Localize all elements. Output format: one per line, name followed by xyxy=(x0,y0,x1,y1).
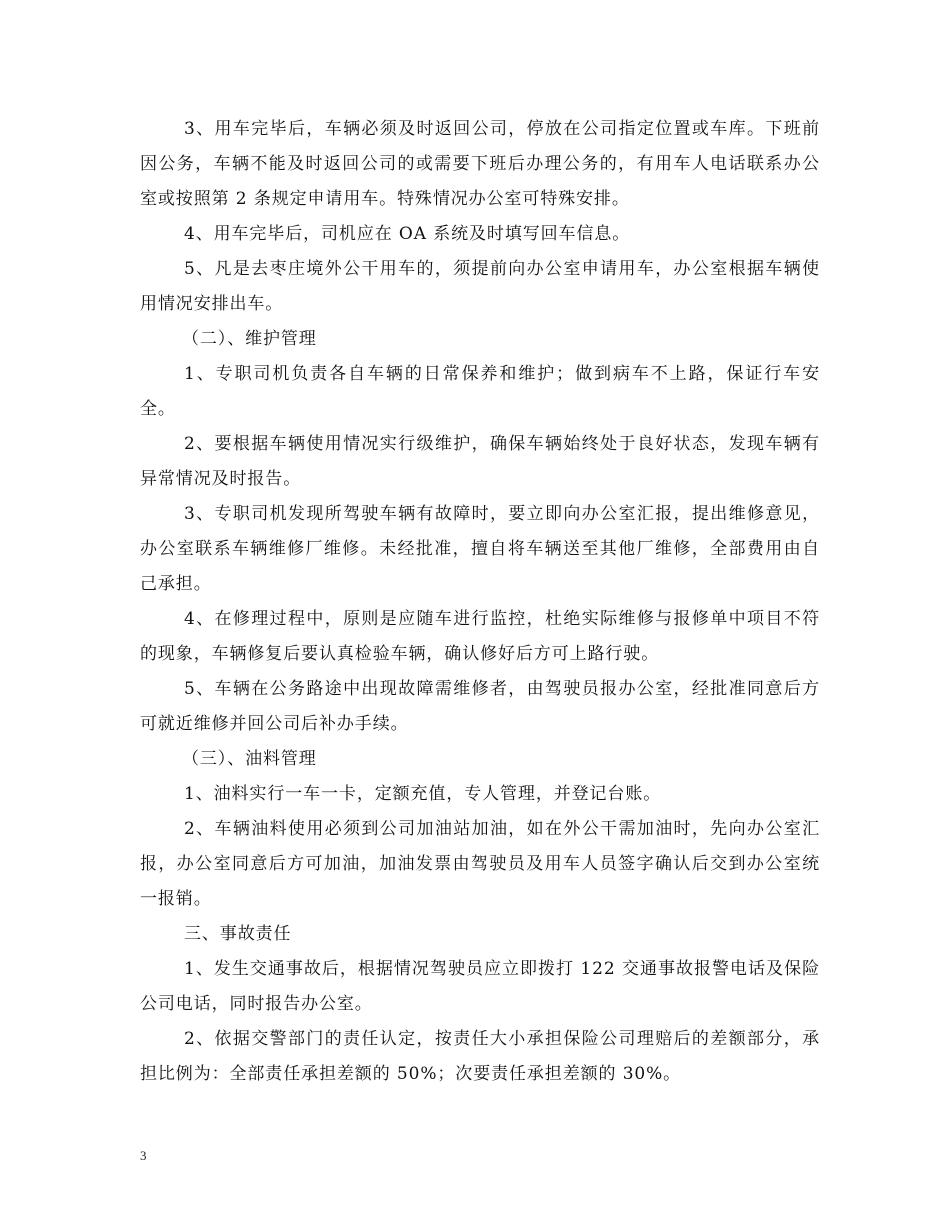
page-number: 3 xyxy=(140,1148,147,1163)
paragraph-maintenance-3: 3、专职司机发现所驾驶车辆有故障时，要立即向办公室汇报，提出维修意见，办公室联系车辆维修厂维修。未经批准，擅自将车辆送至其他厂维修，全部费用由自己承担。 xyxy=(140,504,820,594)
paragraph-maintenance-2: 2、要根据车辆使用情况实行级维护，确保车辆始终处于良好状态，发现车辆有异常情况及时报告。 xyxy=(140,434,820,489)
section-heading-accident: 三、事故责任 xyxy=(184,924,292,944)
paragraph-maintenance-4: 4、在修理过程中，原则是应随车进行监控，杜绝实际维修与报修单中项目不符的现象，车辆修复后要认真检验车辆，确认修好后方可上路行驶。 xyxy=(140,609,820,664)
paragraph-accident-2: 2、依据交警部门的责任认定，按责任大小承担保险公司理赔后的差额部分，承担比例为：全部责任承担差额的 50%；次要责任承担差额的 30%。 xyxy=(140,1029,820,1084)
section-heading-maintenance: （二）、维护管理 xyxy=(182,329,317,349)
paragraph-oa-record: 4、用车完毕后，司机应在 OA 系统及时填写回车信息。 xyxy=(184,224,631,244)
paragraph-outside-use: 5、凡是去枣庄境外公干用车的，须提前向办公室申请用车，办公室根据车辆使用情况安排出车。 xyxy=(140,259,820,314)
section-heading-fuel: （三）、油料管理 xyxy=(182,749,317,769)
document-body xyxy=(140,112,820,1092)
paragraph-maintenance-1: 1、专职司机负责各自车辆的日常保养和维护；做到病车不上路，保证行车安全。 xyxy=(140,364,820,419)
paragraph-vehicle-return: 3、用车完毕后，车辆必须及时返回公司，停放在公司指定位置或车库。下班前因公务，车辆不能及时返回公司的或需要下班后办理公务的，有用车人电话联系办公室或按照第 2 条规定申请用车。特殊情况办公室可特殊安排。 xyxy=(140,119,820,209)
paragraph-maintenance-5: 5、车辆在公务路途中出现故障需维修者，由驾驶员报办公室，经批准同意后方可就近维修并回公司后补办手续。 xyxy=(140,679,820,734)
paragraph-accident-1: 1、发生交通事故后，根据情况驾驶员应立即拨打 122 交通事故报警电话及保险公司电话，同时报告办公室。 xyxy=(140,959,820,1014)
paragraph-fuel-2: 2、车辆油料使用必须到公司加油站加油，如在外公干需加油时，先向办公室汇报，办公室同意后方可加油，加油发票由驾驶员及用车人员签字确认后交到办公室统一报销。 xyxy=(140,819,820,909)
paragraph-fuel-1: 1、油料实行一车一卡，定额充值，专人管理，并登记台账。 xyxy=(184,784,662,804)
